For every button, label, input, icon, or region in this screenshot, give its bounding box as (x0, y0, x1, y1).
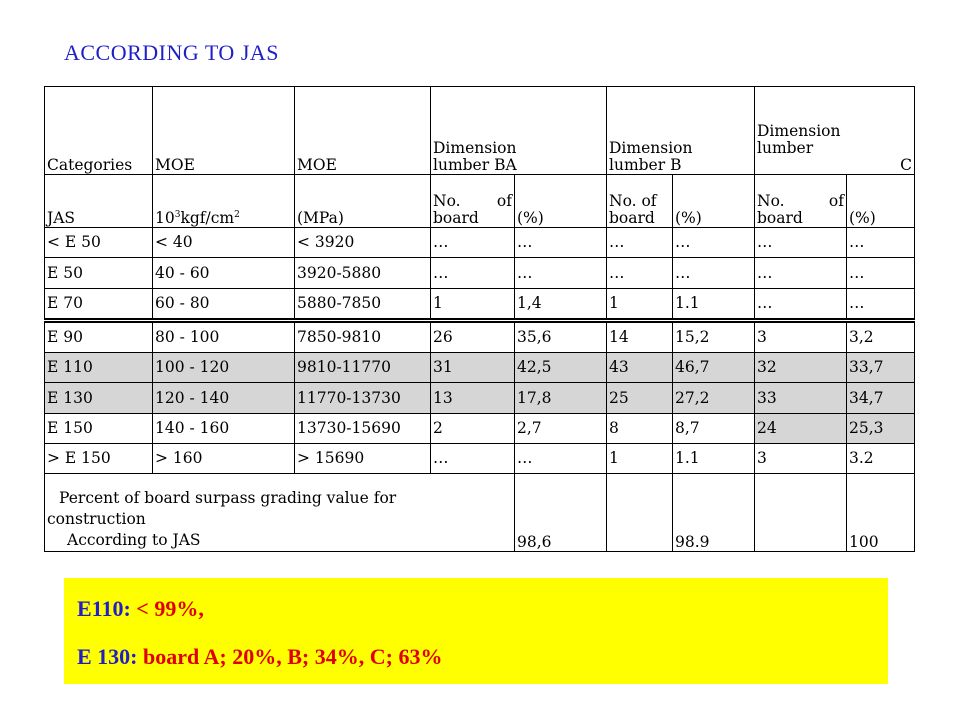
cell-b-percent: 15,2 (673, 320, 755, 352)
header-dim-b-line2: lumber B (609, 155, 682, 174)
cell-c-percent: 3.2 (847, 443, 915, 473)
percent-c-value: 100 (847, 474, 915, 552)
header-c-percent: (%) (847, 174, 915, 227)
cell-category: < E 50 (45, 228, 153, 258)
percent-b-empty (607, 474, 673, 552)
cell-category: E 110 (45, 353, 153, 383)
summary-e130-label: E 130: (77, 644, 143, 669)
cell-category: E 150 (45, 413, 153, 443)
jas-grading-table (44, 86, 915, 552)
cell-ba-percent: 35,6 (515, 320, 607, 352)
header-categories: Categories (45, 87, 153, 175)
table-row-highlighted (45, 383, 915, 413)
cell-b-count: … (607, 258, 673, 288)
ba-no-label: No. (433, 192, 461, 211)
cell-ba-count: … (431, 228, 515, 258)
cell-c-count: 3 (755, 443, 847, 473)
cell-c-percent: … (847, 258, 915, 288)
c-of-label: of (828, 192, 844, 211)
unit-kgf-exponent-2: 2 (234, 210, 240, 221)
cell-b-count: … (607, 228, 673, 258)
b-board-label: board (609, 209, 655, 228)
cell-moe-mpa: 11770-13730 (295, 383, 431, 413)
unit-kgf-mid: kgf/cm (180, 209, 235, 228)
summary-e130-value: board A; 20%, B; 34%, C; 63% (143, 644, 443, 669)
table-row (45, 258, 915, 288)
cell-c-count: 24 (755, 413, 847, 443)
header-moe-kgf: MOE (153, 87, 295, 175)
header-b-no-of-board (607, 174, 673, 227)
cell-ba-percent: … (515, 258, 607, 288)
cell-ba-percent: 42,5 (515, 353, 607, 383)
cell-ba-percent: 17,8 (515, 383, 607, 413)
table-header-row (45, 87, 915, 175)
header-dim-c-line1: Dimension (757, 121, 841, 140)
cell-moe-mpa: 3920-5880 (295, 258, 431, 288)
cell-c-percent: … (847, 228, 915, 258)
summary-e110-value: < 99%, (136, 596, 204, 621)
percent-surpass-label (45, 474, 515, 552)
header-dim-c-line2: lumber (757, 138, 814, 157)
header-dim-ba-line2: lumber BA (433, 155, 517, 174)
cell-moe-mpa: < 3920 (295, 228, 431, 258)
cell-ba-count: 26 (431, 320, 515, 352)
header-ba-percent: (%) (515, 174, 607, 227)
cell-moe-kgf: 60 - 80 (153, 288, 295, 320)
cell-moe-kgf: 140 - 160 (153, 413, 295, 443)
header-dimension-lumber-c (755, 87, 915, 175)
header-dim-ba-line1: Dimension (433, 138, 517, 157)
cell-b-percent: 8,7 (673, 413, 755, 443)
table-row (45, 443, 915, 473)
cell-ba-count: 2 (431, 413, 515, 443)
cell-b-count: 25 (607, 383, 673, 413)
cell-c-count: … (755, 258, 847, 288)
cell-moe-mpa: > 15690 (295, 443, 431, 473)
percent-label-line3: According to JAS (67, 531, 201, 549)
cell-c-percent: 3,2 (847, 320, 915, 352)
summary-highlight-box (64, 578, 888, 684)
table-subheader-row (45, 174, 915, 227)
c-no-label: No. (757, 192, 785, 211)
cell-moe-mpa: 13730-15690 (295, 413, 431, 443)
cell-category: E 90 (45, 320, 153, 352)
summary-line-e130 (77, 640, 888, 688)
cell-ba-count: … (431, 258, 515, 288)
cell-b-percent: … (673, 228, 755, 258)
table-row (45, 288, 915, 320)
cell-ba-count: 13 (431, 383, 515, 413)
percent-c-empty (755, 474, 847, 552)
cell-c-count: 32 (755, 353, 847, 383)
table-row-highlighted (45, 353, 915, 383)
cell-ba-count: … (431, 443, 515, 473)
cell-ba-percent: … (515, 228, 607, 258)
slide-title: ACCORDING TO JAS (64, 40, 280, 65)
header-dim-c-line3: C (900, 155, 912, 174)
percent-label-line1: Percent of board surpass grading value for (59, 489, 397, 507)
cell-category: E 70 (45, 288, 153, 320)
cell-ba-count: 1 (431, 288, 515, 320)
header-dim-b-line1: Dimension (609, 138, 693, 157)
header-unit-kgf (153, 174, 295, 227)
c-board-label: board (757, 209, 803, 228)
percent-ba-value: 98,6 (515, 474, 607, 552)
cell-c-percent: … (847, 288, 915, 320)
cell-c-percent: 33,7 (847, 353, 915, 383)
cell-b-count: 1 (607, 288, 673, 320)
cell-c-count: … (755, 228, 847, 258)
cell-moe-mpa: 9810-11770 (295, 353, 431, 383)
cell-b-percent: 1.1 (673, 443, 755, 473)
ba-of-label: of (496, 192, 512, 211)
header-ba-no-of-board (431, 174, 515, 227)
header-moe-mpa: MOE (295, 87, 431, 175)
percent-label-line2: construction (47, 510, 146, 528)
cell-c-count: … (755, 288, 847, 320)
cell-category: E 130 (45, 383, 153, 413)
summary-line-e110 (77, 592, 888, 640)
table-row (45, 228, 915, 258)
header-jas: JAS (45, 174, 153, 227)
percent-b-value: 98.9 (673, 474, 755, 552)
table-row (45, 320, 915, 352)
unit-kgf-base: 10 (155, 209, 175, 228)
cell-ba-percent: … (515, 443, 607, 473)
cell-c-percent: 34,7 (847, 383, 915, 413)
cell-c-count: 33 (755, 383, 847, 413)
ba-board-label: board (433, 209, 479, 228)
cell-b-count: 8 (607, 413, 673, 443)
cell-ba-count: 31 (431, 353, 515, 383)
cell-moe-mpa: 7850-9810 (295, 320, 431, 352)
cell-moe-kgf: 120 - 140 (153, 383, 295, 413)
cell-moe-mpa: 5880-7850 (295, 288, 431, 320)
header-dimension-lumber-b (607, 87, 755, 175)
cell-moe-kgf: 40 - 60 (153, 258, 295, 288)
summary-e110-label: E110: (77, 596, 137, 621)
header-b-percent: (%) (673, 174, 755, 227)
cell-b-count: 43 (607, 353, 673, 383)
cell-b-count: 14 (607, 320, 673, 352)
cell-b-percent: 27,2 (673, 383, 755, 413)
cell-c-percent: 25,3 (847, 413, 915, 443)
cell-category: E 50 (45, 258, 153, 288)
cell-moe-kgf: > 160 (153, 443, 295, 473)
cell-b-count: 1 (607, 443, 673, 473)
header-c-no-of-board (755, 174, 847, 227)
cell-category: > E 150 (45, 443, 153, 473)
header-unit-mpa: (MPa) (295, 174, 431, 227)
table-row (45, 413, 915, 443)
cell-b-percent: 46,7 (673, 353, 755, 383)
cell-c-count: 3 (755, 320, 847, 352)
unit-kgf-exponent: 3 (174, 210, 181, 221)
cell-b-percent: … (673, 258, 755, 288)
cell-b-percent: 1.1 (673, 288, 755, 320)
percent-surpass-row (45, 474, 915, 552)
cell-moe-kgf: < 40 (153, 228, 295, 258)
cell-ba-percent: 1,4 (515, 288, 607, 320)
b-no-of-label: No. of (609, 192, 657, 211)
header-dimension-lumber-ba (431, 87, 607, 175)
cell-moe-kgf: 80 - 100 (153, 320, 295, 352)
cell-ba-percent: 2,7 (515, 413, 607, 443)
cell-moe-kgf: 100 - 120 (153, 353, 295, 383)
